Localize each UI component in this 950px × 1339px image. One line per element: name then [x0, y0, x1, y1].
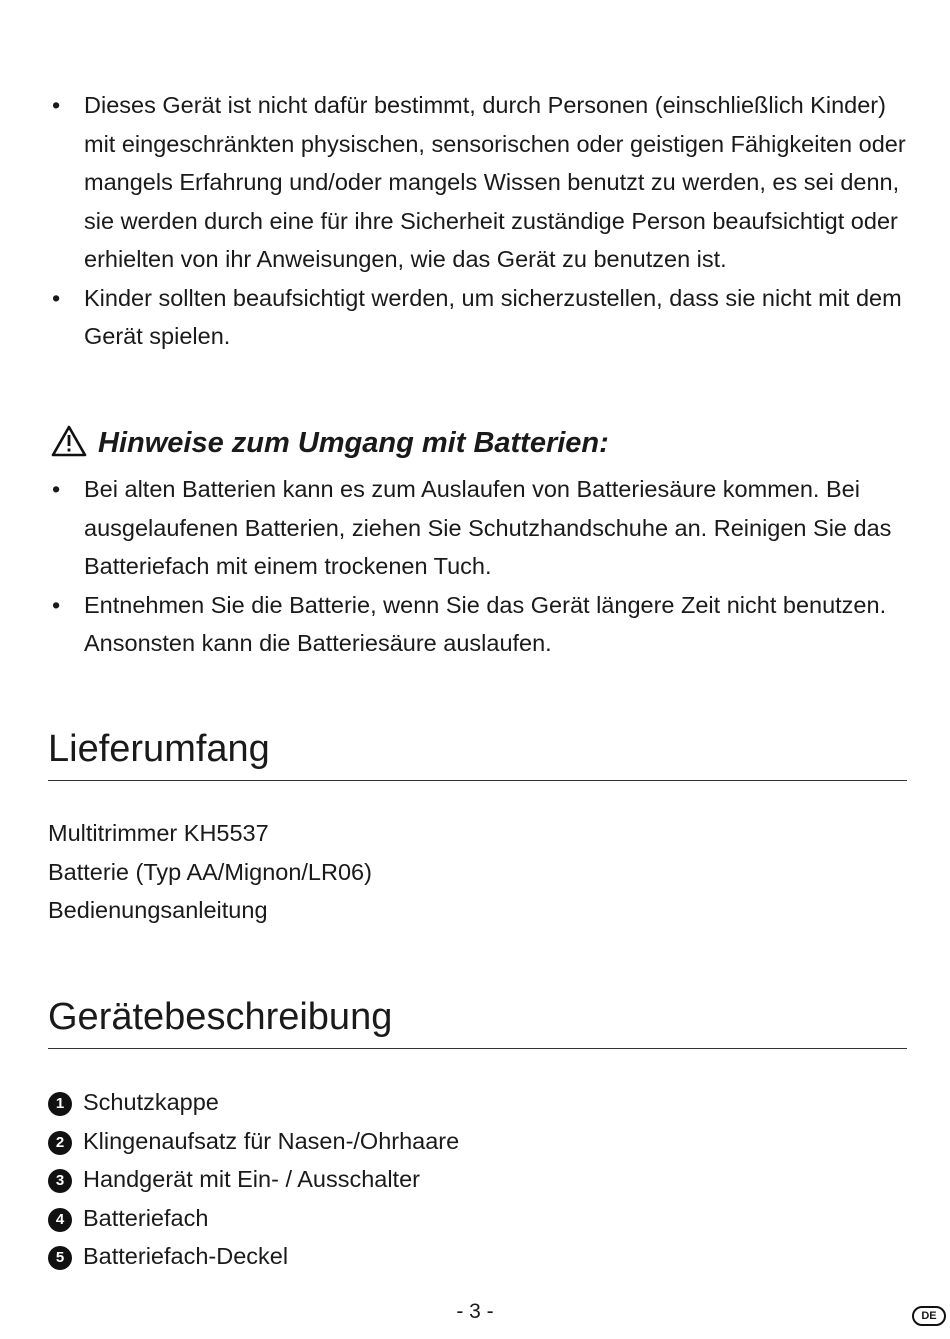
bullet-dot: • [52, 591, 61, 618]
contents-list [48, 814, 372, 930]
parts-item [48, 1083, 459, 1122]
part-label: Batteriefach-Deckel [83, 1243, 289, 1269]
language-badge: DE [912, 1306, 946, 1326]
section-divider [48, 780, 907, 781]
battery-bullet-text: Bei alten Batterien kann es zum Auslaufen von Batteriesäure kommen. Bei ausgelaufenen Batterien, ziehen Sie Schutzhandschuhe an. Reinigen Sie das Batteriefach mit einem trockenen Tuch. [84, 476, 892, 579]
parts-item [48, 1122, 459, 1161]
bullet-dot: • [52, 92, 61, 118]
part-number-badge: 5 [48, 1246, 72, 1270]
section-title-geraetebeschreibung: Gerätebeschreibung [48, 996, 393, 1038]
part-number-badge: 3 [48, 1169, 72, 1193]
battery-bullet [48, 586, 908, 663]
bullet-dot: • [52, 284, 61, 311]
part-number-badge: 2 [48, 1131, 72, 1155]
battery-bullet-text: Entnehmen Sie die Batterie, wenn Sie das Gerät längere Zeit nicht benutzen. Ansonsten kann die Batteriesäure auslaufen. [84, 591, 887, 656]
contents-item: Multitrimmer KH5537 [48, 820, 269, 846]
contents-item: Bedienungsanleitung [48, 897, 268, 923]
battery-bullet-list [48, 470, 908, 663]
battery-notes-heading [50, 424, 609, 463]
safety-bullet-list [48, 86, 908, 356]
battery-bullet [48, 470, 908, 586]
part-label: Schutzkappe [83, 1089, 219, 1115]
part-label: Handgerät mit Ein- / Ausschalter [83, 1166, 420, 1192]
parts-item [48, 1237, 459, 1276]
battery-notes-title: Hinweise zum Umgang mit Batterien: [98, 427, 609, 459]
part-label: Klingenaufsatz für Nasen-/Ohrhaare [83, 1127, 460, 1154]
section-divider [48, 1048, 907, 1049]
safety-bullet-text: Dieses Gerät ist nicht dafür bestimmt, durch Personen (einschließlich Kinder) mit eingeschränkten physischen, sensorischen oder geistigen Fähigkeiten oder mangels Erfahrung und/oder mangels Wissen benutzt zu werden, es sei denn, sie werden durch eine für ihre Sicherheit zuständige Person beaufsichtigt oder erhielten von ihr Anweisungen, wie das Gerät zu benutzen ist. [84, 92, 906, 272]
safety-bullet-text: Kinder sollten beaufsichtigt werden, um sicherzustellen, dass sie nicht mit dem Gerät spielen. [84, 284, 902, 349]
bullet-dot: • [52, 476, 61, 502]
page-number: - 3 - [456, 1300, 494, 1323]
contents-item: Batterie (Typ AA/Mignon/LR06) [48, 858, 372, 885]
warning-triangle-icon [50, 424, 88, 463]
parts-item [48, 1160, 459, 1199]
section-title-lieferumfang: Lieferumfang [48, 728, 270, 770]
part-number-badge: 1 [48, 1092, 72, 1116]
part-label: Batteriefach [83, 1204, 209, 1231]
part-number-badge: 4 [48, 1208, 72, 1232]
parts-list [48, 1083, 459, 1276]
safety-bullet [48, 86, 908, 279]
safety-bullet [48, 279, 908, 356]
parts-item [48, 1199, 459, 1238]
